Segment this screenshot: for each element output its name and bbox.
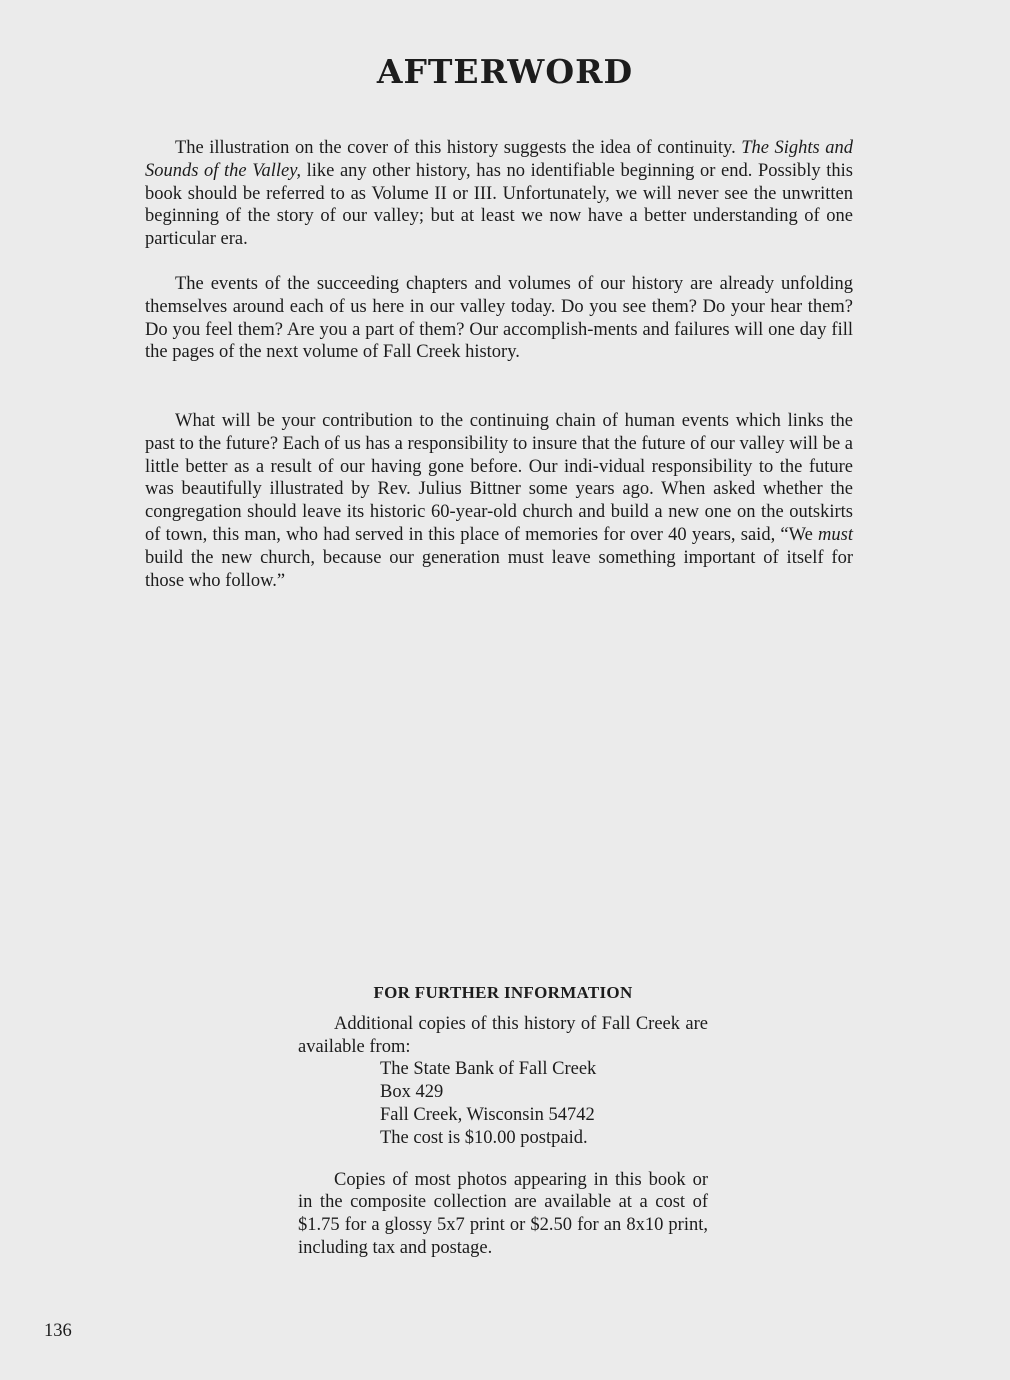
ordering-address xyxy=(380,1058,708,1149)
paragraph-3 xyxy=(145,410,853,592)
address-line: The State Bank of Fall Creek xyxy=(380,1059,597,1080)
page-title: AFTERWORD xyxy=(376,52,634,91)
paragraph-1 xyxy=(145,137,853,251)
further-information-heading: FOR FURTHER INFORMATION xyxy=(373,983,633,1002)
page-number: 136 xyxy=(44,1321,72,1341)
further-information-intro: Additional copies of this history of Fall Creek are available from: xyxy=(298,1013,708,1057)
paragraph-2 xyxy=(145,273,853,364)
address-line: Fall Creek, Wisconsin 54742 xyxy=(380,1104,595,1125)
photo-copies-info: Copies of most photos appearing in this book or in the composite collection are available at a cost of $1.75 for a glossy 5x7 print or $2.50 for an 8x10 print, including tax and postage. xyxy=(298,1169,708,1258)
paragraph-3-text-a: What will be your contribution to the continuing chain of human events which links the past to the future? Each of us has a responsibility to insure that the future of our valley will be a little better as a result of our having gone before. Our indi-vidual responsibility to the future was beautifully illustrated by Rev. Julius Bittner some years ago. When asked whether the congregation should leave its historic 60-year-old church and build a new one on the outskirts of town, this man, who had served in this place of memories for over 40 years, said, “We xyxy=(145,411,853,545)
further-information-section xyxy=(298,982,708,1260)
address-line: Box 429 xyxy=(380,1082,444,1103)
emphasis-italic: must xyxy=(818,524,853,545)
paragraph-1-text-b: like any other history, has no identifiable beginning or end. Possibly this book should be referred to as Volume II or III. Unfortunately, we will never see the unwritten beginning of the story of our valley; but at least we now have a better understanding of one particular era. xyxy=(145,160,853,250)
paragraph-2-text: The events of the succeeding chapters and volumes of our history are already unfolding themselves around each of us here in our valley today. Do you see them? Do your hear them? Do you feel them? Are you a part of them? Our accomplish-ments and failures will one day fill the pages of the next volume of Fall Creek history. xyxy=(145,274,853,363)
paragraph-3-text-b: build the new church, because our generation must leave something important of itself for those who follow.” xyxy=(145,547,853,591)
address-line: The cost is $10.00 postpaid. xyxy=(380,1127,588,1148)
paragraph-1-text-a: The illustration on the cover of this history suggests the idea of continuity. xyxy=(175,138,742,158)
book-title-italic: The Sights and Sounds of the Valley, xyxy=(145,138,854,181)
